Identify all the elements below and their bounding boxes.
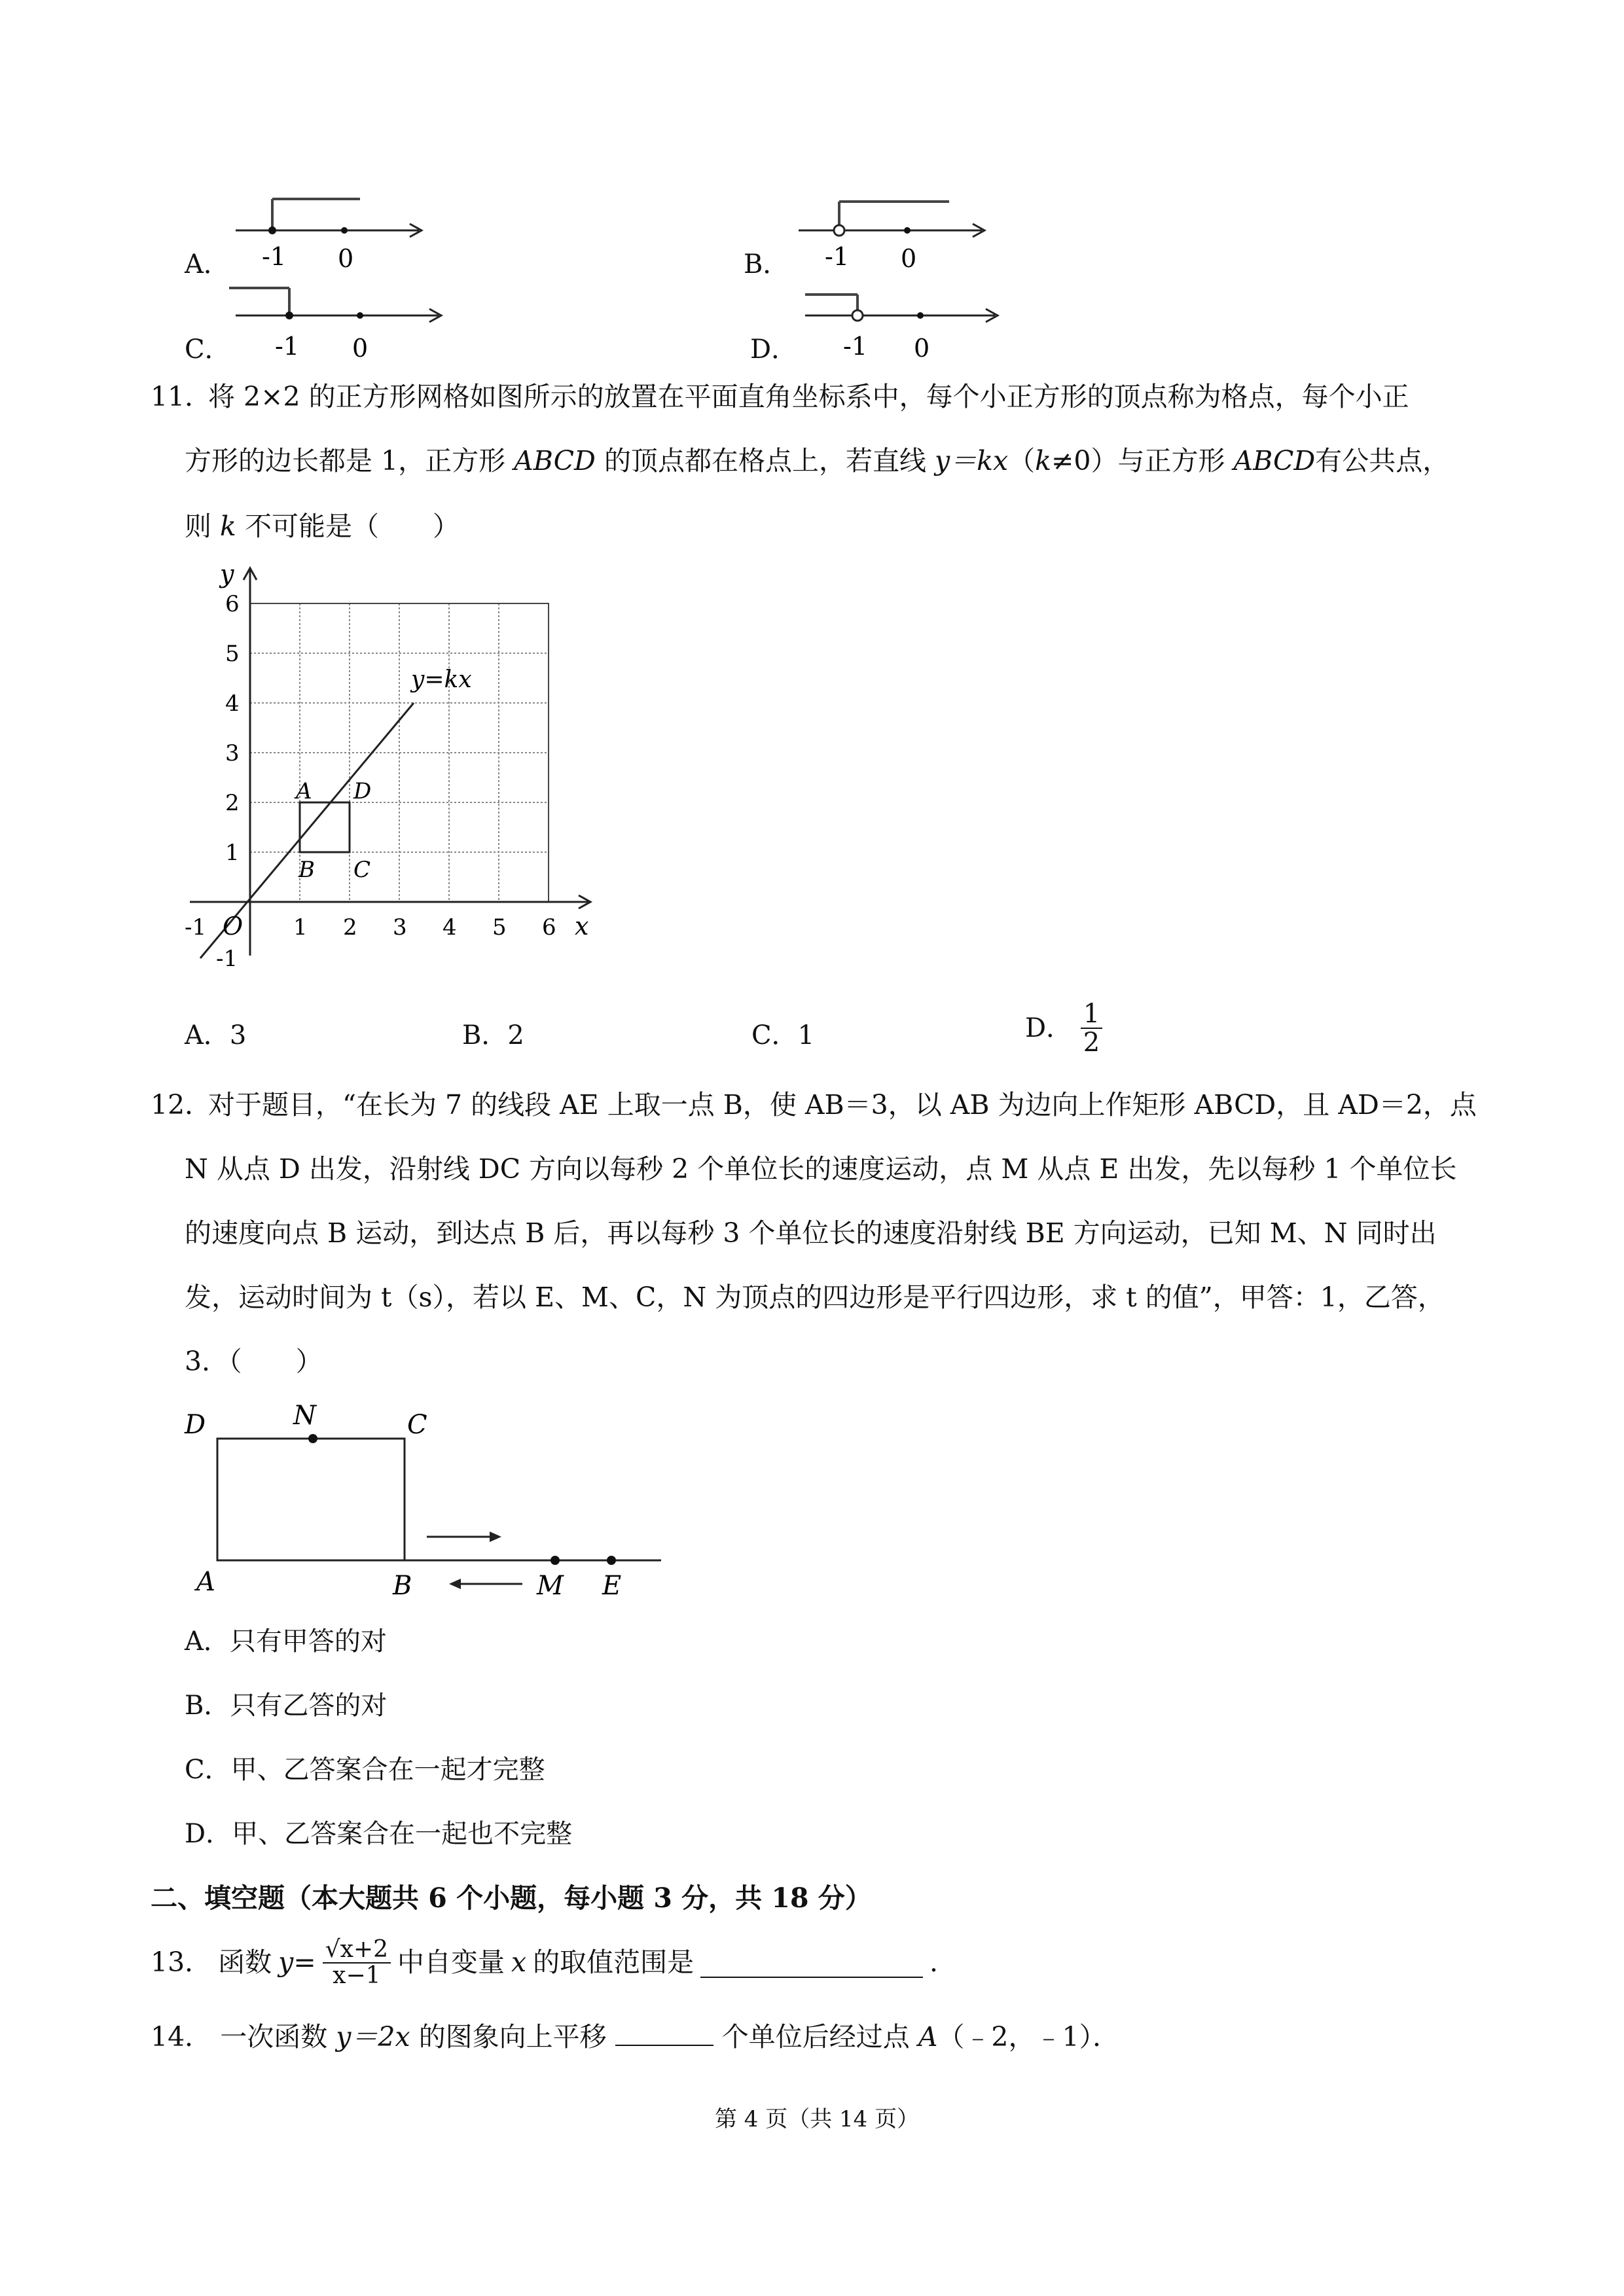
q11-line2: 方形的边长都是 1，正方形 ABCD 的顶点都在格点上，若直线 y＝kx（k≠0）与正方形 ABCD有公共点， <box>185 445 1450 476</box>
q10-option-c-label: C． <box>185 334 231 365</box>
tick-0: 0 <box>901 244 917 273</box>
q10-option-d-numberline <box>792 275 1015 380</box>
question-13: 13． 函数 y= $\frac{√x+2}{x-1}$ 中自变量 x 的取值范围是 ． <box>151 1936 957 1989</box>
tick-neg1: -1 <box>262 242 287 271</box>
q11-option-d: D． $\frac{1}{2}$ <box>1025 1000 1102 1056</box>
x-tick: 5 <box>492 914 507 941</box>
question-14: 14． 一次函数 y＝2x 的图象向上平移 个单位后经过点 A（﹣2，﹣1）． <box>151 2021 1120 2053</box>
tick-neg1: -1 <box>843 332 868 361</box>
origin-label: O <box>223 912 244 941</box>
q11-square-name-2: ABCD <box>1233 445 1316 476</box>
point-n: N <box>293 1401 316 1431</box>
q11-option-c: C．1 <box>751 1020 815 1050</box>
q12-line4: 发，运动时间为 t（s），若以 E、M、C，N 为顶点的四边形是平行四边形，求 t 的值”，甲答：1，乙答， <box>185 1282 1445 1313</box>
y-tick: 2 <box>225 790 240 816</box>
q12-line1: 对于题目，“在长为 7 的线段 AE 上取一点 B，使 AB＝3，以 AB 为边向上作矩形 ABCD，且 AD＝2，点 <box>208 1089 1477 1121</box>
x-tick: 1 <box>293 914 308 941</box>
y-tick: -1 <box>216 946 238 972</box>
q12-option-a: A．只有甲答的对 <box>185 1626 387 1657</box>
q14-expr: y＝2x <box>336 2021 410 2053</box>
q10-option-d-label: D． <box>750 334 798 365</box>
x-tick: 6 <box>542 914 556 941</box>
q12-rectangle-figure <box>177 1394 674 1604</box>
point-m: M <box>537 1571 564 1601</box>
line-label: y=kx <box>411 666 472 693</box>
point-c: C <box>353 857 371 883</box>
x-tick: 2 <box>343 914 357 941</box>
x-tick: 3 <box>393 914 407 941</box>
tick-0: 0 <box>338 244 354 273</box>
q11-number: 11． <box>151 381 212 412</box>
y-tick: 6 <box>225 591 240 617</box>
point-d: D <box>353 778 372 804</box>
y-tick: 3 <box>225 740 240 766</box>
y-tick: 4 <box>225 691 240 717</box>
q14-answer-blank <box>615 2021 713 2046</box>
point-a: A <box>196 1567 215 1597</box>
q13-function-y: y= <box>278 1946 316 1979</box>
q11-line-expr: y＝kx <box>935 445 1009 476</box>
tick-neg1: -1 <box>275 332 300 361</box>
tick-0: 0 <box>352 334 369 363</box>
x-axis-label: x <box>575 912 589 941</box>
point-e: E <box>602 1571 622 1601</box>
q13-fraction: $\frac{√x+2}{x-1}$ <box>323 1937 391 1988</box>
q12-line2: N 从点 D 出发，沿射线 DC 方向以每秒 2 个单位长的速度运动，点 M 从点 E 出发，先以每秒 1 个单位长 <box>185 1153 1457 1185</box>
q12-number: 12． <box>151 1089 212 1121</box>
q11-option-a: A．3 <box>185 1020 247 1050</box>
q12-line3: 的速度向点 B 运动，到达点 B 后，再以每秒 3 个单位长的速度沿射线 BE 方向运动，已知 M、N 同时出 <box>185 1217 1437 1249</box>
x-tick: -1 <box>185 914 207 941</box>
point-c: C <box>407 1410 427 1440</box>
q11-condition: ≠0）与正方形 <box>1051 445 1225 476</box>
q12-option-d: D．甲、乙答案合在一起也不完整 <box>185 1819 573 1849</box>
y-tick: 5 <box>225 641 240 667</box>
q10-option-b-label: B． <box>744 249 789 279</box>
q11-line1: 将 2×2 的正方形网格如图所示的放置在平面直角坐标系中，每个小正方形的顶点称为格点，每个小正 <box>208 381 1409 412</box>
q11-line2-mid: 的顶点都在格点上，若直线 <box>604 445 926 476</box>
q11-option-b: B．2 <box>462 1020 524 1050</box>
q10-option-c-numberline <box>223 275 458 380</box>
q14-number: 14． <box>151 2021 212 2053</box>
x-tick: 4 <box>442 914 457 941</box>
q13-number: 13． <box>151 1946 212 1979</box>
point-a: A <box>296 778 312 804</box>
q12-option-c: C．甲、乙答案合在一起才完整 <box>185 1755 545 1785</box>
tick-0: 0 <box>914 334 930 363</box>
q11-line3: 则 k 不可能是（ ） <box>185 511 460 542</box>
q12-option-b: B．只有乙答的对 <box>185 1691 388 1721</box>
q13-answer-blank <box>700 1948 923 1978</box>
q11-line2-pre: 方形的边长都是 1，正方形 <box>185 445 506 476</box>
q11-coordinate-graph <box>177 556 609 975</box>
section-2-title: 二、填空题（本大题共 6 个小题，每小题 3 分，共 18 分） <box>151 1882 872 1914</box>
point-b: B <box>298 857 315 883</box>
fraction-one-half: $\frac{1}{2}$ <box>1081 1000 1102 1056</box>
y-axis-label: y <box>220 560 234 588</box>
point-b: B <box>393 1571 412 1601</box>
q12-line5: 3．（ ） <box>185 1346 323 1377</box>
q11-square-name: ABCD <box>514 445 596 476</box>
page-footer: 第 4 页（共 14 页） <box>715 2106 920 2132</box>
q10-option-a-label: A． <box>185 249 230 279</box>
tick-neg1: -1 <box>825 242 850 271</box>
point-d: D <box>185 1410 206 1440</box>
y-tick: 1 <box>225 840 240 866</box>
